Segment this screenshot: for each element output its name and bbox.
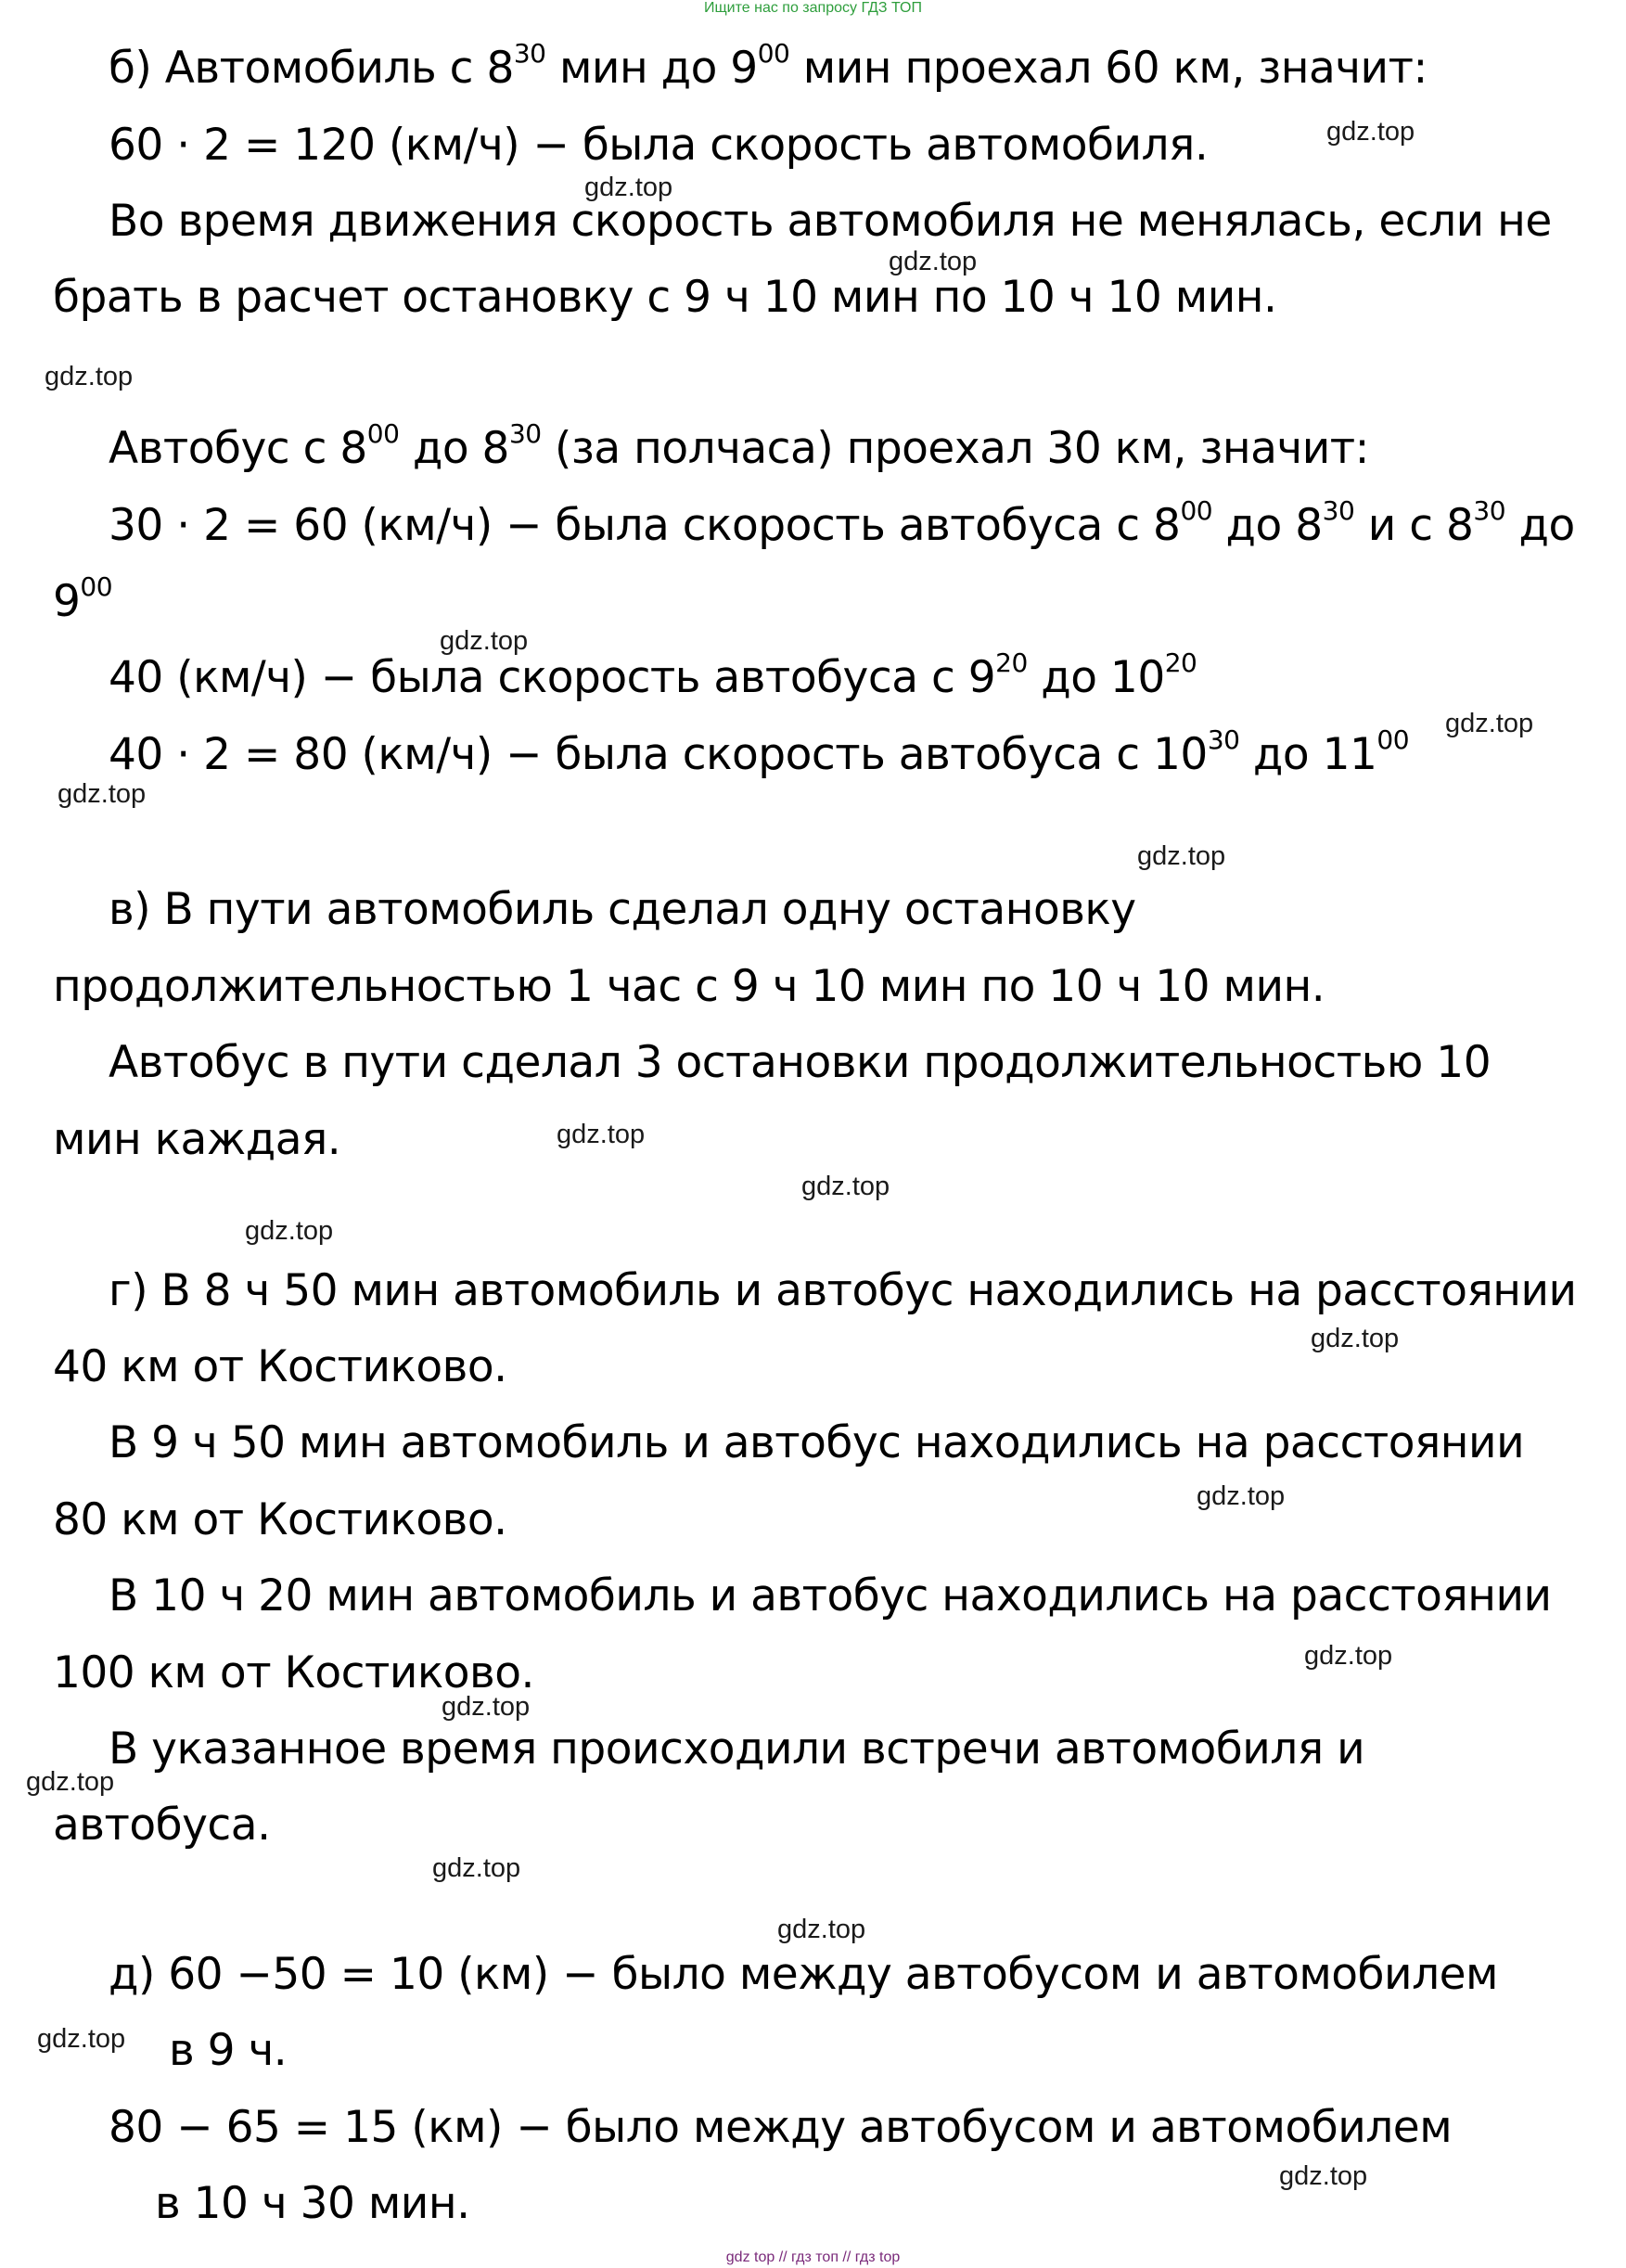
part-g-line-1: г) В 8 ч 50 мин автомобиль и автобус находились на расстоянии [109, 1265, 1577, 1316]
part-v-line-2: продолжительностью 1 час с 9 ч 10 мин по 10 ч 10 мин. [53, 961, 1325, 1012]
part-b-line-9: 40 · 2 = 80 (км/ч) − была скорость автобуса с $10^{30}$ до $11^{00}$ [109, 724, 1410, 780]
watermark: gdz.top [440, 626, 529, 656]
watermark: gdz.top [1197, 1481, 1286, 1511]
watermark: gdz.top [26, 1767, 115, 1797]
watermark: gdz.top [889, 247, 978, 276]
part-b-line-4: брать в расчет остановку с 9 ч 10 мин по 10 ч 10 мин. [53, 272, 1277, 323]
part-g-line-4: 80 км от Костиково. [53, 1494, 507, 1545]
part-g-line-3: В 9 ч 50 мин автомобиль и автобус находились на расстоянии [109, 1417, 1525, 1468]
watermark: gdz.top [1304, 1641, 1393, 1671]
watermark: gdz.top [801, 1172, 890, 1201]
part-g-line-2: 40 км от Костиково. [53, 1341, 507, 1392]
part-d-line-3: 80 − 65 = 15 (км) − было между автобусом и автомобилем [109, 2102, 1453, 2153]
part-g-line-5: В 10 ч 20 мин автомобиль и автобус находились на расстоянии [109, 1570, 1552, 1621]
part-b-line-2: 60 · 2 = 120 (км/ч) − была скорость автомобиля. [109, 120, 1209, 171]
watermark: gdz.top [1137, 841, 1226, 871]
part-b-line-3: Во время движения скорость автомобиля не менялась, если не [109, 196, 1552, 247]
search-banner[interactable]: Ищите нас по запросу ГДЗ ТОП [704, 0, 922, 16]
watermark: gdz.top [584, 173, 673, 202]
watermark: gdz.top [442, 1692, 531, 1722]
watermark: gdz.top [1279, 2161, 1368, 2191]
part-g-line-7: В указанное время происходили встречи автомобиля и [109, 1723, 1365, 1775]
part-v-line-1: в) В пути автомобиль сделал одну остановку [109, 884, 1136, 935]
part-b-line-8: 40 (км/ч) − была скорость автобуса с $9^{20}$ до $10^{20}$ [109, 647, 1197, 703]
part-b-line-7: $9^{00}$ [53, 571, 113, 627]
watermark: gdz.top [432, 1853, 521, 1883]
watermark: gdz.top [1326, 117, 1415, 147]
watermark: gdz.top [557, 1120, 646, 1149]
watermark: gdz.top [58, 779, 147, 809]
part-v-line-3: Автобус в пути сделал 3 остановки продолжительностью 10 [109, 1037, 1492, 1088]
watermark: gdz.top [245, 1216, 334, 1246]
part-b-line-1: б) Автомобиль с $8^{30}$ мин до $9^{00}$ мин проехал 60 км, значит: [109, 38, 1428, 94]
part-d-line-1: д) 60 −50 = 10 (км) − было между автобусом и автомобилем [109, 1949, 1498, 2000]
part-b-line-6: 30 · 2 = 60 (км/ч) − была скорость автобуса с $8^{00}$ до $8^{30}$ и с $8^{30}$ до [109, 495, 1575, 551]
footer-links[interactable]: gdz top // гдз топ // гдз top [725, 2249, 901, 2265]
watermark: gdz.top [45, 362, 134, 391]
part-d-line-4: в 10 ч 30 мин. [155, 2178, 470, 2229]
watermark: gdz.top [37, 2024, 126, 2054]
watermark: gdz.top [1311, 1324, 1400, 1353]
watermark: gdz.top [777, 1915, 866, 1944]
part-v-line-4: мин каждая. [53, 1114, 341, 1165]
watermark: gdz.top [1445, 709, 1534, 738]
part-g-line-8: автобуса. [53, 1800, 271, 1851]
part-b-line-5: Автобус с $8^{00}$ до $8^{30}$ (за полчаса) проехал 30 км, значит: [109, 418, 1369, 474]
part-g-line-6: 100 км от Костиково. [53, 1647, 534, 1698]
part-d-line-2: в 9 ч. [169, 2025, 288, 2076]
